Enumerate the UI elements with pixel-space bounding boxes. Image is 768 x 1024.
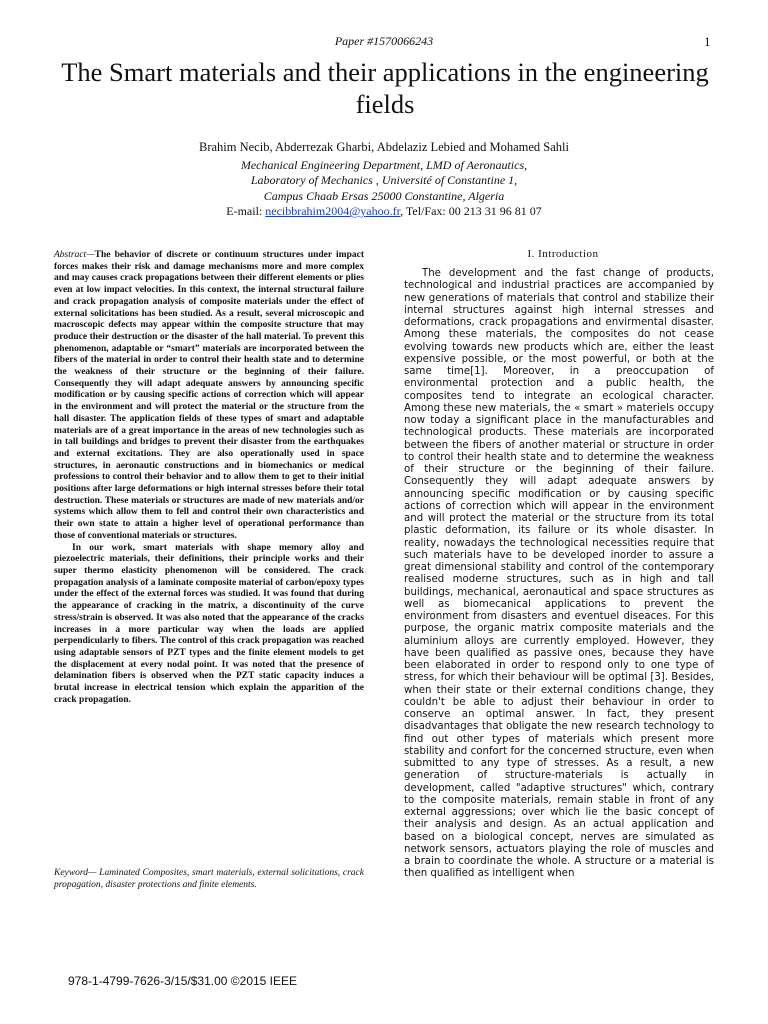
introduction-section bbox=[404, 268, 714, 881]
contact-line bbox=[0, 204, 768, 220]
introduction-paragraph: The development and the fast change of products, technological and industrial practices are accompanied by new generations of materials that control and stabilize their internal structures against high internal stresses and deformations, crack propagations and envirmental disaster. Among these materials, the composites do not cease evolving towards new products which are, either the least expensive possible, or the most powerful, or both at the same time[1]. Moreover, in a preoccupation of environmental protection and a public health, the composites tend to integrate an ecological character. Among these new materials, the « smart » materiels occupy now today a significant place in the manufacturables and technological products. These materials are incorporated between the fibers of another material or structure in order to control their health state and to determine the weakness of their structure or the beginning of their failure. Consequently they will adapt adequate answers by announcing specific modification or by causing specific actions of correction which will appear in the environment and will protect the material or the structure from its total plastic deformation, its failure or its whole disaster. In reality, nowadays the technological necessities require that such materials have to be developed inorder to assure a great dimensional stability and control of the contemporary realised moderne structures, such as in high and tall buildings, mechanical, aeronautical and space structures as well as biomecanical applications to prevent the environment from disasters and eventuel diseaces. For this purpose, the organic matrix composite materials and the aluminium alloys are currently employed. However, they have been qualified as passive ones, because they have been elaborated in order to respond only to one type of stress, for which their behaviour will be optimal [3]. Besides, when their state or their external conditions change, they couldn't be able to adjust their behaviour in order to conserve an optimal answer. In fact, they present disadvantages that obligate the new research technology to find out other types of materials which present more stability and confort for the concerned structure, even when submitted to any type of stresses. As a result, a new generation of structure-materials is actually in development, called "adaptive structures" which, contrary to the composite materials, remain stable in front of any external aggressions; over which lie the basic concept of their analysis and design. As an actual application and based on a biological concept, nerves are simulated as network sensors, actuators playing the role of muscles and a brain to coordinate the whole. A structure or a material is then qualified as intelligent when bbox=[404, 268, 714, 880]
abstract-paragraph-2: In our work, smart materials with shape memory alloy and piezoelectric materials, their definitions, their principle works and their super thermo elasticity phenomenon will be considered. The crack propagation analysis of a laminate composite material of carbon/epoxy types under the effect of the external forces was studied. It was found that during the appearance of cracking in the matrix, a discontinuity of the curve stress/strain is observed. It was also noted that the appearance of the cracks increases in a more particular way when the loads are applied perpendicularly to fibers. The control of this crack propagation was reached using adaptable sensors of PZT types and the finite element models to get the displacement at every nodal point. It was noted that the presence of delamination fibers is observed when the PZT static capacity induces a brutal increase in electrical tension which explain the apparition of the crack propagation. bbox=[54, 542, 364, 705]
keywords-label: Keyword— bbox=[54, 868, 100, 878]
abstract-paragraph-1 bbox=[54, 250, 364, 543]
affiliation-line-2: Laboratory of Mechanics , Université of Constantine 1, bbox=[250, 173, 518, 187]
tel-fax: , Tel/Fax: 00 213 31 96 81 07 bbox=[400, 204, 542, 218]
copyright-footer: 978-1-4799-7626-3/15/$31.00 ©2015 IEEE bbox=[68, 974, 298, 988]
paper-id: Paper #1570066243 bbox=[334, 34, 434, 48]
affiliation-line-3: Campus Chaab Ersas 25000 Constantine, Algeria bbox=[263, 188, 505, 203]
authors: Brahim Necib, Abderrezak Gharbi, Abdelaziz Lebied and Mohamed Sahli bbox=[198, 140, 569, 154]
paper-title: The Smart materials and their applications in the engineering fields bbox=[61, 57, 709, 119]
abstract-section bbox=[54, 250, 364, 706]
abstract-text-1: The behavior of discrete or continuum structures under impact forces makes their risk and damage mechanisms more and more complex and may causes crack propagations between their different elements or plies even at low impact velocities. In this context, the internal structural failure and crack propagation analysis of composite materials under the effect of external solicitations has been studied. As a result, several microscopic and macroscopic defects may appear within the composite structure that may produce their destruction or the disaster of the hall material. To prevent this phenomenon, adaptable or “smart” materials are incorporated between the fibers of the material in order to control their health state and to determine the weakness of their structure or the beginning of their failure. Consequently they will adapt adequate answers by announcing specific modification or by causing specific actions of correction which will appear in the environment and will protect the material or the structure from the hall disaster. The application fields of these types of smart and adaptable materials are of a great importance in the areas of new technologies such as in tall buildings and bridges to prevent their disaster from the earthquakes and external excitations. They are also operationally used in space structures, in aeronautic constructions and in biomechanics or medical professions to control their behavior and to allow them to get to their initial positions after large deformations or high internal stresses before their total destruction. These materials or structures are made of new materials and/or systems which allow them to fell and control their own characteristics and their own state to attain a higher level of operational performance than those of conventional materials or structures. bbox=[54, 250, 364, 541]
keywords bbox=[54, 868, 364, 891]
section-heading-introduction: I. Introduction bbox=[527, 248, 599, 260]
page-number: 1 bbox=[704, 34, 711, 49]
affiliation-line-1: Mechanical Engineering Department, LMD of Aeronautics, bbox=[240, 157, 528, 172]
abstract-label: Abstract— bbox=[54, 250, 95, 260]
author-block bbox=[0, 140, 768, 220]
email-link[interactable]: necibbrahim2004@yahoo.fr bbox=[265, 204, 401, 218]
keywords-text: Laminated Composites, smart materials, external solicitations, crack propagation, disaster protections and finite elements. bbox=[54, 868, 364, 890]
email-prefix: E-mail: bbox=[226, 204, 266, 218]
